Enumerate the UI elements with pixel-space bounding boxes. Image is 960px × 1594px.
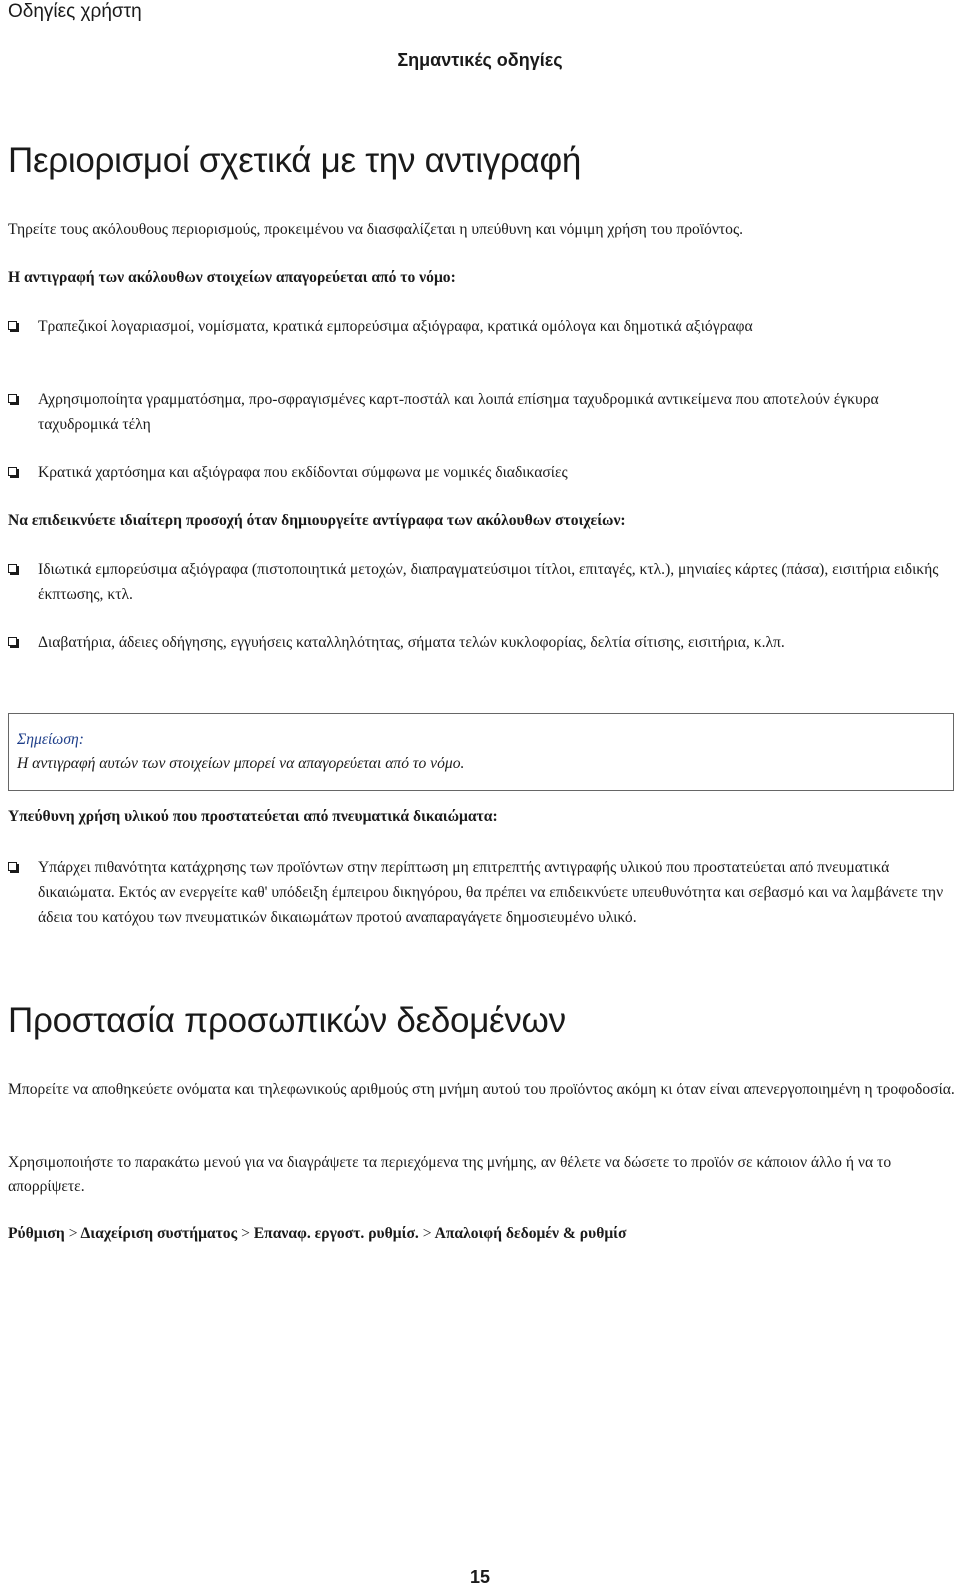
prohibited-heading: Η αντιγραφή των ακόλουθων στοιχείων απαγορεύεται από το νόμο:	[8, 269, 456, 286]
menu-path-separator: >	[422, 1225, 432, 1242]
checkbox-bullet-icon	[8, 862, 17, 871]
running-title: Οδηγίες χρήστη	[8, 1, 142, 22]
checkbox-bullet-icon	[8, 637, 17, 646]
menu-path-separator: >	[241, 1225, 250, 1242]
caution-heading: Να επιδεικνύετε ιδιαίτερη προσοχή όταν δημιουργείτε αντίγραφα των ακόλουθων στοιχείων:	[8, 512, 626, 529]
list-item	[8, 855, 958, 930]
menu-path-step-1: Ρύθμιση	[8, 1225, 65, 1242]
checkbox-bullet-icon	[8, 467, 17, 476]
page-number: 15	[469, 1567, 491, 1587]
privacy-para-2: Χρησιμοποιήστε το παρακάτω μενού για να διαγράψετε τα περιεχόμενα της μνήμης, αν θέλετε να δώσετε το προϊόν σε κάποιον άλλο ή να το απορρίψετε.	[8, 1154, 892, 1195]
list-item-text: Τραπεζικοί λογαριασμοί, νομίσματα, κρατικά εμπορεύσιμα αξιόγραφα, κρατικά ομόλογα και δημοτικά αξιόγραφα	[38, 318, 753, 335]
checkbox-bullet-icon	[8, 564, 17, 573]
list-item	[8, 314, 958, 339]
copy-restrictions-heading: Περιορισμοί σχετικά με την αντιγραφή	[8, 141, 582, 180]
privacy-para-1: Μπορείτε να αποθηκεύετε ονόματα και τηλεφωνικούς αριθμούς στη μνήμη αυτού του προϊόντος ακόμη κι όταν είναι απενεργοποιημένη η τροφοδοσία.	[8, 1081, 955, 1098]
note-body: Η αντιγραφή αυτών των στοιχείων μπορεί να απαγορεύεται από το νόμο.	[17, 755, 465, 772]
list-item	[8, 460, 958, 485]
list-item-text: Αχρησιμοποίητα γραμματόσημα, προ-σφραγισμένες καρτ-ποστάλ και λοιπά επίσημα ταχυδρομικά αντικείμενα που αποτελούν έγκυρα ταχυδρομικά τέλη	[38, 391, 879, 433]
note-title: Σημείωση:	[17, 731, 84, 748]
list-item-text: Διαβατήρια, άδειες οδήγησης, εγγυήσεις καταλληλότητας, σήματα τελών κυκλοφορίας, δελτία σίτισης, εισιτήρια, κ.λπ.	[38, 634, 785, 651]
menu-path-separator: >	[68, 1225, 78, 1242]
menu-path-step-3: Επαναφ. εργοστ. ρυθμίσ.	[253, 1225, 419, 1242]
list-item-text: Ιδιωτικά εμπορεύσιμα αξιόγραφα (πιστοποιητικά μετοχών, διαπραγματεύσιμοι τίτλοι, επιταγές, κτλ.), μηνιαίες κάρτες (πάσα), εισιτήρια ειδικής έκπτωσης, κτλ.	[38, 561, 939, 603]
menu-path-step-2: Διαχείριση συστήματος	[80, 1225, 238, 1242]
list-item-text: Υπάρχει πιθανότητα κατάχρησης των προϊόντων στην περίπτωση μη επιτρεπτής αντιγραφής υλικού που προστατεύεται από πνευματικά δικαιώματα. Εκτός αν ενεργείτε καθ' υπόδειξη έμπειρου δικηγόρου, θα πρέπει να επιδεικνύετε υπευθυνότητα και σεβασμό και να λαμβάνετε την άδεια του κατόχου των πνευματικών δικαιωμάτων προτού αναπαραγάγετε δημοσιευμένο υλικό.	[38, 859, 944, 926]
section-title: Σημαντικές οδηγίες	[397, 50, 563, 70]
list-item-text: Κρατικά χαρτόσημα και αξιόγραφα που εκδίδονται σύμφωνα με νομικές διαδικασίες	[38, 464, 568, 481]
copy-restrictions-intro: Τηρείτε τους ακόλουθους περιορισμούς, προκειμένου να διασφαλίζεται η υπεύθυνη και νόμιμη χρήση του προϊόντος.	[8, 221, 744, 238]
list-item	[8, 387, 958, 437]
note-box	[8, 713, 954, 791]
menu-path	[8, 1222, 958, 1246]
copyright-heading: Υπεύθυνη χρήση υλικού που προστατεύεται από πνευματικά δικαιώματα:	[8, 808, 498, 825]
list-item	[8, 630, 958, 655]
checkbox-bullet-icon	[8, 394, 17, 403]
privacy-heading: Προστασία προσωπικών δεδομένων	[8, 1001, 566, 1040]
list-item	[8, 557, 958, 607]
menu-path-step-4: Απαλοιφή δεδομέν & ρυθμίσ	[434, 1225, 627, 1242]
checkbox-bullet-icon	[8, 321, 17, 330]
